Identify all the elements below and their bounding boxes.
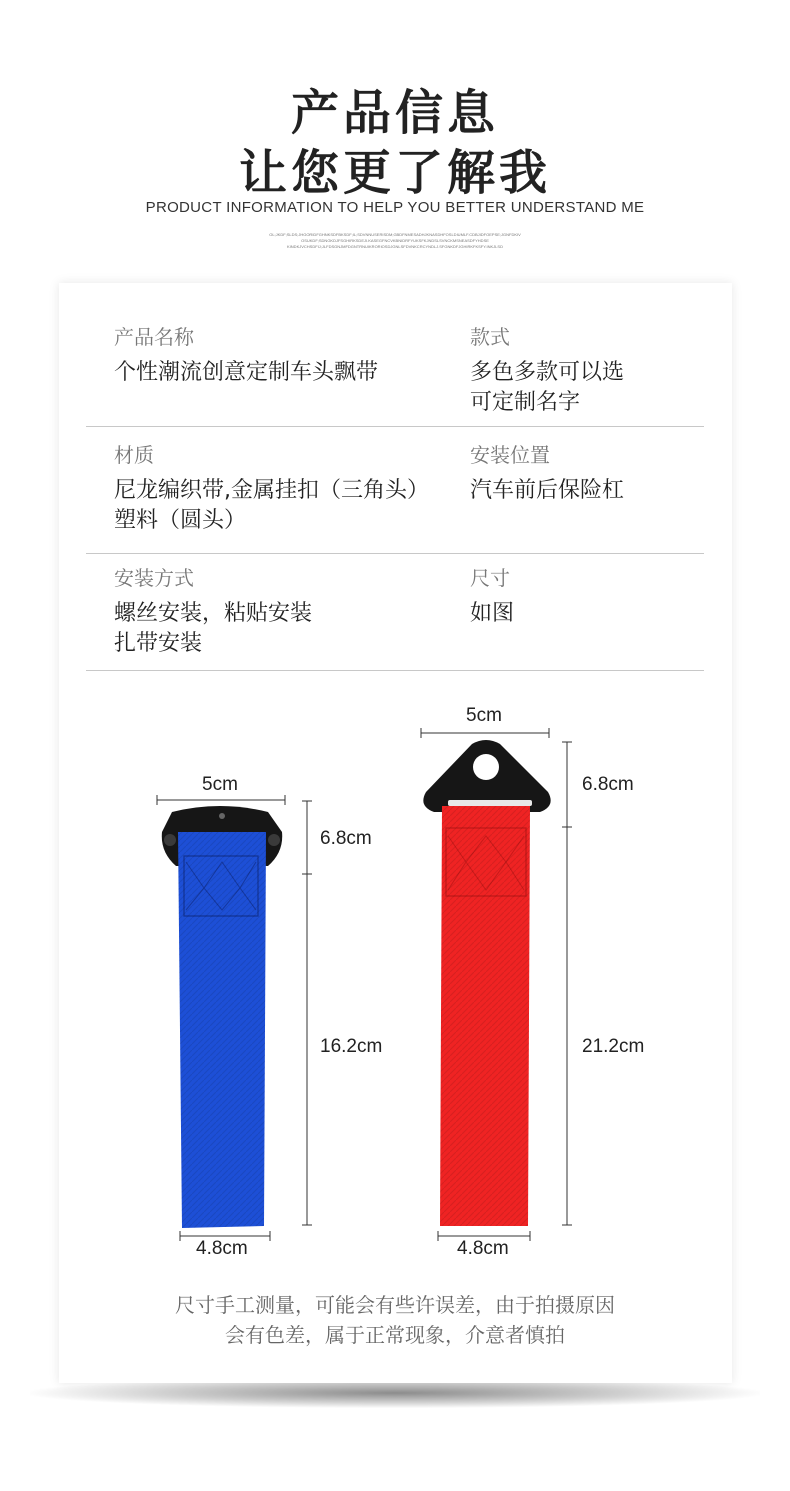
spec-label: 安装位置 <box>470 443 550 467</box>
red-top-width-label: 5cm <box>466 705 502 726</box>
blue-bottom-width-label: 4.8cm <box>196 1238 248 1259</box>
red-head-height-label: 6.8cm <box>582 774 634 795</box>
page-subtitle: PRODUCT INFORMATION TO HELP YOU BETTER UNDERSTAND ME <box>145 199 645 216</box>
blue-top-width-label: 5cm <box>202 774 238 795</box>
decor-text-line: KINDKJVCHSDFIJ;JLFDSGNJMFDGNTRNUIKRORIOSDJGNLSFDVNKCRCYNDLJ.SFGNKDFJGHIRKFKSFY.INKJLSD <box>287 244 503 249</box>
spec-label: 产品名称 <box>114 325 194 349</box>
spec-label: 安装方式 <box>114 566 194 590</box>
spec-value: 尼龙编织带,金属挂扣（三角头） 塑料（圆头） <box>114 478 429 533</box>
blue-head-height-label: 6.8cm <box>320 828 372 849</box>
spec-value: 个性潮流创意定制车头飘带 <box>114 360 379 385</box>
page-title: 产品信息 <box>290 85 499 141</box>
spec-value: 如图 <box>470 601 515 626</box>
red-strap <box>423 740 550 1226</box>
page-title-line2: 让您更了解我 <box>238 145 551 201</box>
spec-label: 尺寸 <box>470 566 510 590</box>
spec-label: 款式 <box>470 325 510 349</box>
decor-text-line: OL;JKDF;SLDS;JHGORIDFGHNKSDFBKSDF;IL;SDVNNUSERISDM;GBDFNMESADHJKNASDHFOSLDIUMLF.CDBJIDFOEPSE;JGNFDKIV <box>269 232 521 237</box>
decor-text-line: OSUKDF;SDNGKDJFSGHIRKSDEJI.KASEGFNCVKBNIDRFYUKSFKJNDSLSVNCKMSNEASDFYHDSE <box>301 238 489 243</box>
spec-value: 多色多款可以选 可定制名字 <box>470 360 625 415</box>
spec-value: 汽车前后保险杠 <box>470 478 625 503</box>
blue-strap <box>162 806 282 1228</box>
red-bottom-width-label: 4.8cm <box>457 1238 509 1259</box>
red-strap-length-label: 21.2cm <box>582 1036 645 1057</box>
color-note: 会有色差，属于正常现象，介意者慎拍 <box>225 1323 565 1347</box>
blue-strap-length-label: 16.2cm <box>320 1036 383 1057</box>
spec-value: 螺丝安装，粘贴安装 扎带安装 <box>114 601 313 656</box>
measurement-note: 尺寸手工测量，可能会有些许误差，由于拍摄原因 <box>175 1293 615 1317</box>
spec-label: 材质 <box>114 443 154 467</box>
